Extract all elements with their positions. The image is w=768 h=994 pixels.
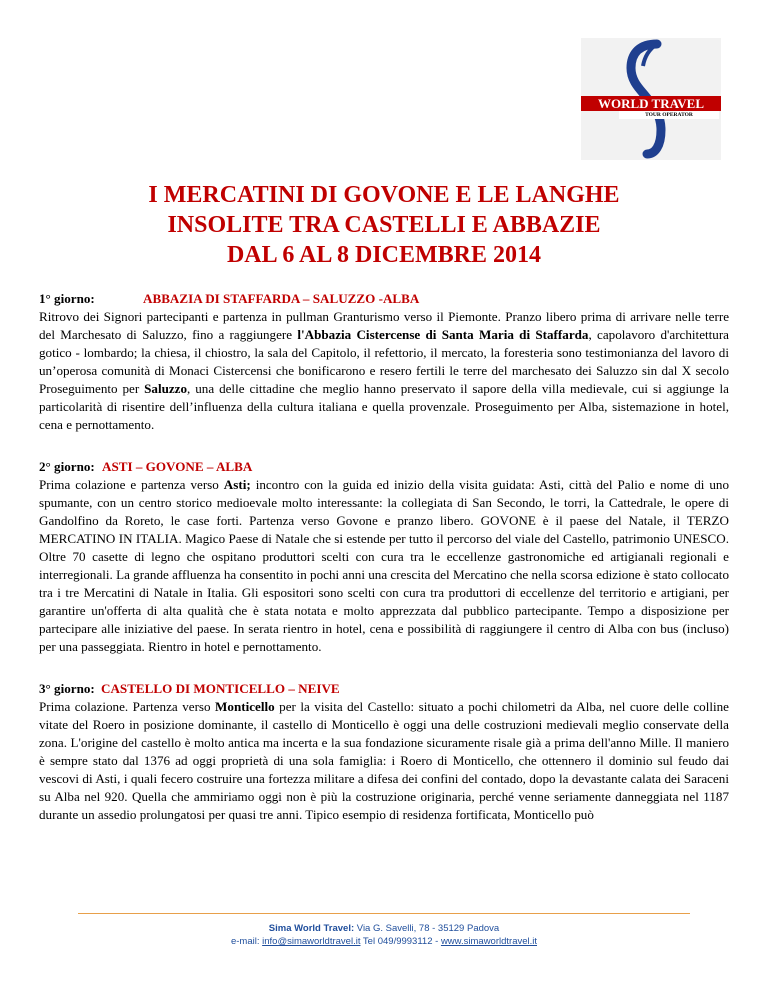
day-2-text-b: incontro con la guida ed inizio della visita guidata: Asti, città del Palio e nome di uno spumante, con un centro storico medioevale molto interessante: la collegiata di San Secondo, le torri, la Cattedrale, le opere di Gandolfino da Roreto, le case forti. Partenza verso Govone e pranzo libero. GOVONE è il paese del Natale, il TERZO MERCATINO IN ITALIA. Magico Paese di Natale che si estende per tutto il percorso del viale del Castello, patrimonio UNESCO. Oltre 70 casette di legno che ospitano produttori scelti con cura tra le eccellenze gastronomiche ed artigianali regionali e interregionali. La grande affluenza ha consentito in pochi anni una crescita del Mercatino che nella scorsa edizione è stato collocato tra i tre Mercatini di Natale in Italia. Gli espositori sono scelti con cura tra produttori di eccellenze del territorio e artigiani, per garantire un'offerta di alta qualità che è stata notata e molto apprezzata dal pubblico partecipante. Tempo a disposizione per partecipare alle iniziative del paese. In serata rientro in hotel, cena e possibilità di raggiungere il centro di Alba con bus (incluso) per una passeggiata. Rientro in hotel e pernottamento. xyxy=(39,477,729,654)
day-3-town-name: Monticello xyxy=(215,699,275,714)
footer-contacts xyxy=(0,935,768,948)
day-3-destination: CASTELLO DI MONTICELLO – NEIVE xyxy=(101,681,340,696)
document-title xyxy=(0,180,768,270)
footer-email-link[interactable]: info@simaworldtravel.it xyxy=(262,936,361,947)
day-1-heading xyxy=(39,290,729,308)
day-1-town-name: Saluzzo xyxy=(144,381,188,396)
day-2-heading xyxy=(39,458,729,476)
title-line-1: I MERCATINI DI GOVONE E LE LANGHE xyxy=(148,182,620,208)
company-logo xyxy=(581,38,721,160)
itinerary-body xyxy=(39,290,729,824)
footer-phone: Tel 049/9993112 - xyxy=(360,936,441,947)
day-1-text-b: , capolavoro d'architettura gotico - lombardo; la chiesa, il chiostro, la sala del Capitolo, il refettorio, il mercato, la foresteria sono testimonianza del lavoro di un’operosa comunità di Monaci Cistercensi che bonificarono e resero fertili le terre del marchesato dei Saluzzo sin dal X secolo Proseguimento per xyxy=(39,327,729,396)
footer-street: Via G. Savelli, 78 - 35129 Padova xyxy=(354,923,500,934)
day-2-label: 2° giorno: xyxy=(39,459,95,474)
day-3-text-b: per la visita del Castello: situato a pochi chilometri da Alba, nel cuore delle colline vitate del Roero in posizione dominante, il castello di Monticello è oggi una delle costruzioni medievali meglio conservate della zona. L'origine del castello è molto antica ma incerta e la sua fondazione sicuramente risale già a prima dell'anno Mille. Il maniero è sempre stato dal 1376 ad oggi proprietà di una sola famiglia: i Roero di Monticello, che ottennero il dominio sul feudo dai vescovi di Asti, i quali fecero costruire una fortezza militare a difesa dei confini del contado, dopo la devastante calata dei Saraceni su Alba nel 920. Quella che ammiriamo oggi non è più la costruzione originaria, perché venne seriamente danneggiata nel 1187 durante un assedio prolungatosi per quasi tre anni. Tipico esempio di residenza fortificata, Monticello può xyxy=(39,699,729,822)
footer-email-label: e-mail: xyxy=(230,936,263,947)
day-1-text-a: Ritrovo dei Signori partecipanti e partenza in pullman Granturismo verso il Piemonte. Pranzo libero prima di arrivare nelle terre del Marchesato di Saluzzo, fino a raggiungere xyxy=(39,309,729,342)
footer-address xyxy=(0,922,768,935)
day-3-label: 3° giorno: xyxy=(39,681,95,696)
day-3-section xyxy=(39,680,729,824)
day-2-town-name: Asti; xyxy=(223,477,251,492)
day-1-destination: ABBAZIA DI STAFFARDA – SALUZZO -ALBA xyxy=(143,291,420,306)
day-1-section xyxy=(39,290,729,434)
day-2-description xyxy=(39,476,729,656)
day-3-description xyxy=(39,698,729,824)
day-1-text-c: , una delle cittadine che meglio hanno preservato il sapore della villa medievale, cui si aggiunge la particolarità di risentire dell’influenza della cultura italiana e quella provenzale. Proseguimento per Alba, sistemazione in hotel, cena e pernottamento. xyxy=(39,381,729,432)
day-2-text-a: Prima colazione e partenza verso xyxy=(39,477,224,492)
title-line-3: DAL 6 AL 8 DICEMBRE 2014 xyxy=(226,242,542,268)
footer-company: Sima World Travel: xyxy=(268,923,355,934)
day-3-text-a: Prima colazione. Partenza verso xyxy=(39,699,216,714)
day-1-label: 1° giorno: xyxy=(39,291,95,306)
logo-subtext: TOUR OPERATOR xyxy=(645,112,693,118)
day-3-heading xyxy=(39,680,729,698)
footer-website-link[interactable]: www.simaworldtravel.it xyxy=(440,936,538,947)
day-1-abbey-name: l'Abbazia Cistercense di Santa Maria di Staffarda xyxy=(297,327,589,342)
logo-text: WORLD TRAVEL xyxy=(597,96,705,111)
title-line-2: INSOLITE TRA CASTELLI E ABBAZIE xyxy=(167,212,601,238)
footer-divider xyxy=(78,913,690,914)
day-2-section xyxy=(39,458,729,656)
day-2-destination: ASTI – GOVONE – ALBA xyxy=(102,459,253,474)
day-1-description xyxy=(39,308,729,434)
